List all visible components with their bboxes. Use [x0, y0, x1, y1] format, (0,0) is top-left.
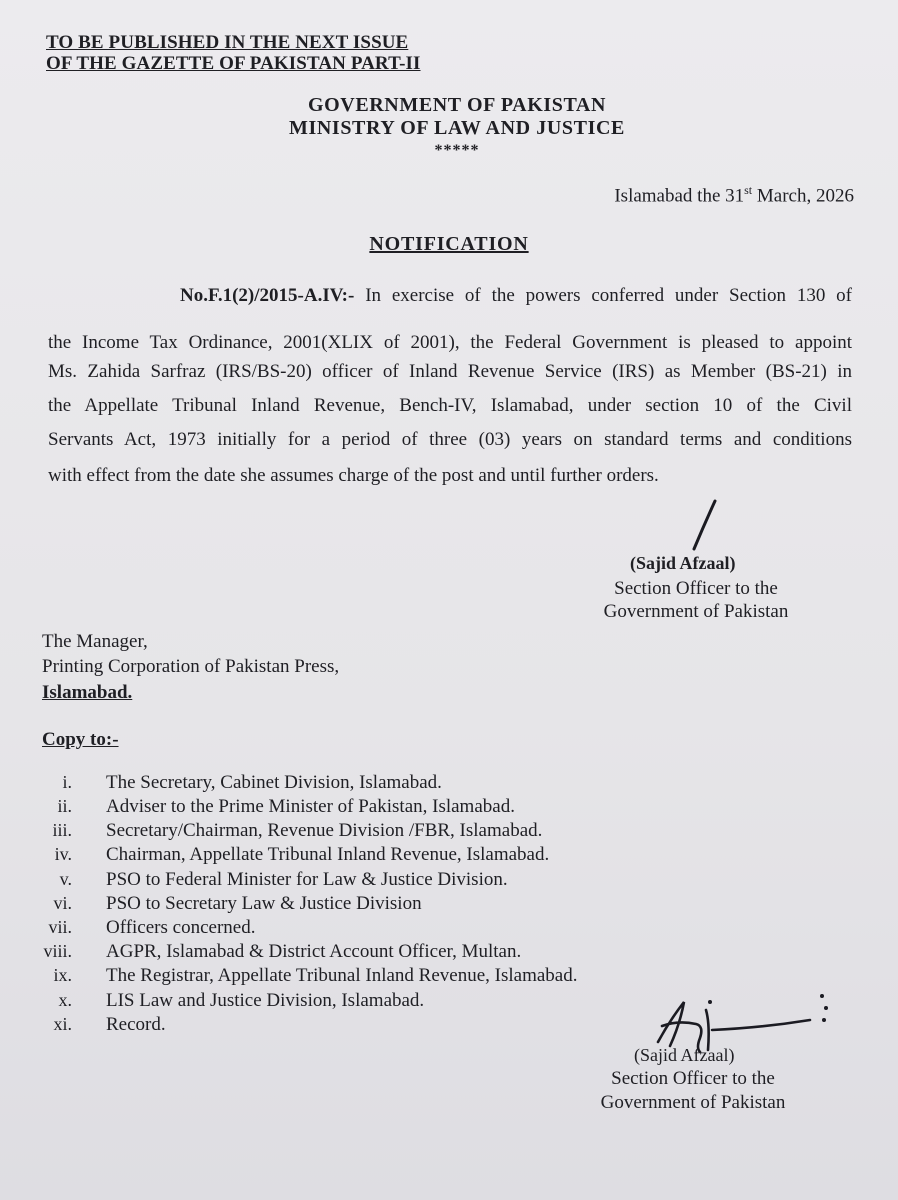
- notification-date: [614, 183, 854, 207]
- list-item: [32, 965, 577, 987]
- list-item-number: xi.: [53, 1014, 72, 1034]
- list-item: [32, 844, 549, 866]
- list-item-number: ii.: [57, 796, 72, 816]
- date-rest: March, 2026: [752, 185, 854, 207]
- signature-1-title-1: Section Officer to the: [614, 578, 778, 599]
- notification-body-line-3: Ms. Zahida Sarfraz (IRS/BS-20) officer of Inland Revenue Service (IRS) as Member (BS-21) in: [48, 361, 852, 382]
- list-item-text: PSO to Secretary Law & Justice Division: [106, 893, 422, 914]
- list-item-text: Officers concerned.: [106, 917, 256, 938]
- addressee-line-1: The Manager,: [42, 631, 148, 652]
- notification-body-line-4: the Appellate Tribunal Inland Revenue, Bench-IV, Islamabad, under section 10 of the Civil: [48, 395, 852, 416]
- list-item: [32, 917, 255, 939]
- notification-body-line-2: the Income Tax Ordinance, 2001(XLIX of 2001), the Federal Government is pleased to appoint: [48, 332, 852, 353]
- date-suffix: st: [744, 183, 753, 197]
- list-item: [32, 990, 424, 1012]
- list-item-number: i.: [62, 772, 72, 792]
- signature-1-name: (Sajid Afzaal): [630, 553, 736, 573]
- notification-body-line-1: [180, 285, 852, 307]
- signature-2-name: (Sajid Afzaal): [634, 1045, 735, 1065]
- list-item: [32, 893, 422, 915]
- signature-2-title-2: Government of Pakistan: [600, 1092, 786, 1113]
- list-item-text: The Registrar, Appellate Tribunal Inland Revenue, Islamabad.: [106, 965, 578, 986]
- signature-1-title-2: Government of Pakistan: [603, 601, 789, 622]
- list-item-number: vii.: [48, 917, 72, 937]
- notification-body-line-6: with effect from the date she assumes charge of the post and until further orders.: [48, 465, 659, 486]
- list-item-text: AGPR, Islamabad & District Account Officer, Multan.: [106, 941, 522, 962]
- list-item: [32, 772, 442, 794]
- list-item-number: iv.: [54, 844, 72, 864]
- government-heading: GOVERNMENT OF PAKISTAN: [307, 94, 607, 116]
- list-item-number: iii.: [52, 820, 72, 840]
- stars-divider: *****: [434, 142, 480, 159]
- publication-line-2: OF THE GAZETTE OF PAKISTAN PART-II: [46, 53, 421, 74]
- notification-body-line-5: Servants Act, 1973 initially for a period of three (03) years on standard terms and conditions: [48, 429, 852, 450]
- list-item-number: v.: [59, 869, 72, 889]
- list-item-text: Chairman, Appellate Tribunal Inland Revenue, Islamabad.: [106, 844, 550, 865]
- list-item-number: x.: [58, 990, 72, 1010]
- list-item-number: viii.: [43, 941, 72, 961]
- notification-line-1-text: In exercise of the powers conferred under Section 130 of: [365, 285, 853, 306]
- ministry-heading: MINISTRY OF LAW AND JUSTICE: [289, 117, 625, 139]
- list-item: [32, 820, 542, 842]
- copy-to-heading: Copy to:-: [42, 729, 119, 750]
- publication-line-1: TO BE PUBLISHED IN THE NEXT ISSUE: [46, 32, 409, 53]
- list-item-text: LIS Law and Justice Division, Islamabad.: [106, 990, 425, 1011]
- list-item-text: Record.: [106, 1014, 166, 1035]
- list-item: [32, 869, 508, 891]
- list-item-text: Adviser to the Prime Minister of Pakistan, Islamabad.: [106, 796, 515, 817]
- list-item-number: ix.: [53, 965, 72, 985]
- notification-title: NOTIFICATION: [369, 233, 529, 255]
- addressee-line-3: Islamabad.: [42, 682, 133, 703]
- list-item-text: PSO to Federal Minister for Law & Justice Division.: [106, 869, 508, 890]
- list-item-text: Secretary/Chairman, Revenue Division /FBR, Islamabad.: [106, 820, 543, 841]
- list-item: [32, 796, 515, 818]
- list-item-text: The Secretary, Cabinet Division, Islamabad.: [106, 772, 442, 793]
- date-prefix: Islamabad the 31: [614, 185, 745, 207]
- addressee-line-2: Printing Corporation of Pakistan Press,: [42, 656, 340, 677]
- signature-stroke-1: [690, 497, 720, 553]
- list-item: [32, 1014, 166, 1036]
- list-item: [32, 941, 521, 963]
- notification-number: No.F.1(2)/2015-A.IV:-: [180, 285, 355, 306]
- list-item-number: vi.: [53, 893, 72, 913]
- signature-2-title-1: Section Officer to the: [611, 1068, 775, 1089]
